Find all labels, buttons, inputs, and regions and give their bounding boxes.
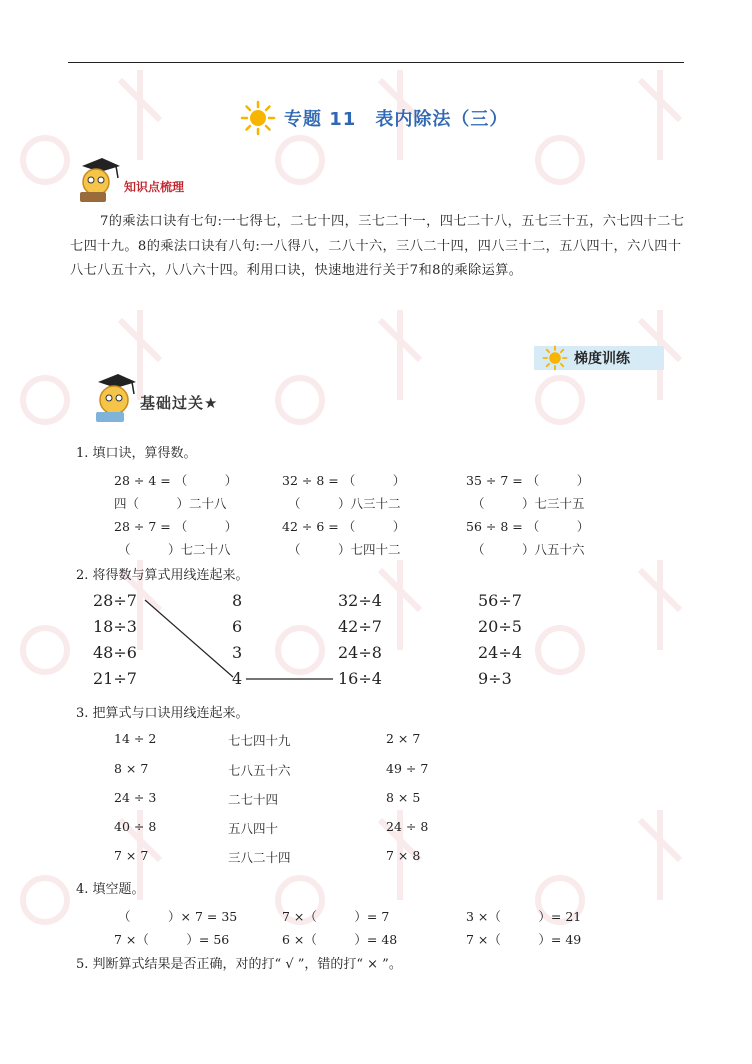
q3-expression: 24 ÷ 8 (386, 819, 429, 834)
knowledge-paragraph: 7的乘法口诀有七句:一七得七，二七十四，三七二十一，四七二十八，五七三十五，六七四十二七七四十九。8的乘法口诀有八句:一八得八，二八十六，三八二十四，四八三十二，五八四十，六八四十八七八五十六，八八六十四。利用口诀，快速地进行关于7和8的乘除运算。 (70, 214, 685, 278)
q2-expression: 42÷7 (338, 617, 382, 636)
q2-expression: 56÷7 (478, 591, 522, 610)
q3-rhyme: 三八二十四 (228, 850, 291, 865)
q4-blank: 3 ×（ ）= 21 (466, 909, 582, 924)
q4-blank: （ ）× 7 = 35 (118, 909, 238, 924)
q2-expression: 21÷7 (93, 669, 137, 688)
q1-cell: （ ）七二十八 (118, 542, 231, 557)
q3-title: 3. 把算式与口诀用线连起来。 (76, 706, 249, 721)
q2-expression: 24÷4 (478, 643, 522, 662)
q1-cell: 四（ ）二十八 (114, 496, 227, 511)
q3-expression: 2 × 7 (386, 731, 421, 746)
q2-result: 3 (232, 643, 243, 662)
q2-expression: 9÷3 (478, 669, 512, 688)
q2-expression: 48÷6 (93, 643, 137, 662)
q2-expression: 32÷4 (338, 591, 382, 610)
q1-cell: 42 ÷ 6 = （ ） (282, 519, 406, 534)
q1-cell: 56 ÷ 8 = （ ） (466, 519, 590, 534)
section-knowledge-label: 知识点梳理 (124, 180, 185, 194)
q1-cell: （ ）七四十二 (288, 542, 401, 557)
q2-expression: 16÷4 (338, 669, 382, 688)
q3-expression: 8 × 5 (386, 790, 421, 805)
q3-expression: 14 ÷ 2 (114, 731, 157, 746)
q2-result: 8 (232, 591, 243, 610)
basic-level-label: 基础过关★ (140, 394, 219, 412)
q3-expression: 7 × 7 (114, 848, 149, 863)
q3-expression: 49 ÷ 7 (386, 761, 429, 776)
q2-expression: 20÷5 (478, 617, 522, 636)
q1-cell: 32 ÷ 8 = （ ） (282, 473, 406, 488)
page-title: 专题 11 表内除法（三） (284, 109, 509, 130)
q3-expression: 8 × 7 (114, 761, 149, 776)
q1-cell: 28 ÷ 4 = （ ） (114, 473, 238, 488)
gradient-training-label: 梯度训练 (574, 351, 630, 367)
connect-line (145, 600, 233, 677)
q2-expression: 24÷8 (338, 643, 382, 662)
q1-cell: （ ）七三十五 (472, 496, 585, 511)
q3-rhyme: 七八五十六 (228, 763, 291, 778)
q2-result: 6 (232, 617, 243, 636)
q3-expression: 24 ÷ 3 (114, 790, 157, 805)
q3-rhyme: 七七四十九 (228, 733, 291, 748)
q4-blank: 7 ×（ ）= 49 (466, 932, 582, 947)
q4-blank: 6 ×（ ）= 48 (282, 932, 398, 947)
q5-title: 5. 判断算式结果是否正确，对的打“ √ ”，错的打“ × ”。 (76, 957, 402, 972)
q1-cell: 35 ÷ 7 = （ ） (466, 473, 590, 488)
q1-title: 1. 填口诀，算得数。 (76, 446, 197, 461)
q4-title: 4. 填空题。 (76, 882, 145, 897)
q1-cell: 28 ÷ 7 = （ ） (114, 519, 238, 534)
q2-result: 4 (232, 669, 243, 688)
q2-expression: 18÷3 (93, 617, 137, 636)
q1-cell: （ ）八三十二 (288, 496, 401, 511)
q3-expression: 40 ÷ 8 (114, 819, 157, 834)
q2-title: 2. 将得数与算式用线连起来。 (76, 568, 249, 583)
q3-rhyme: 二七十四 (228, 792, 279, 807)
q4-blank: 7 ×（ ）= 7 (282, 909, 390, 924)
q3-expression: 7 × 8 (386, 848, 421, 863)
q4-blank: 7 ×（ ）= 56 (114, 932, 230, 947)
q1-cell: （ ）八五十六 (472, 542, 585, 557)
q3-rhyme: 五八四十 (228, 821, 279, 836)
q2-expression: 28÷7 (93, 591, 137, 610)
